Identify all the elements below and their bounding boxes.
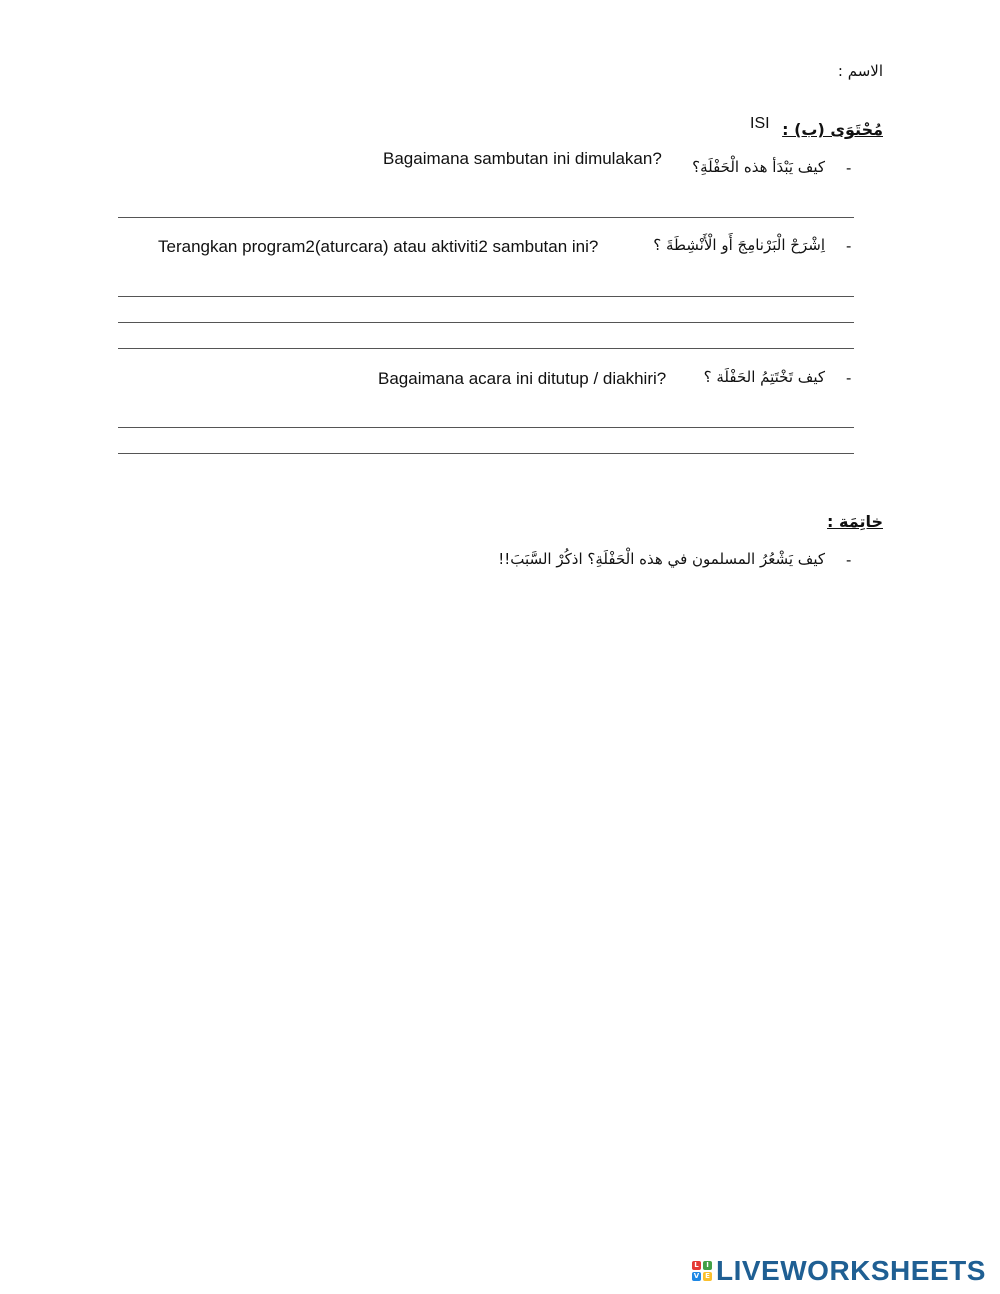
content-heading: مُحْتَوَى (ب) : bbox=[782, 120, 883, 139]
question-2-arabic: اِشْرَحْ الْبَرْنامِجَ أَو الْأَنْشِطَةَ ؟ bbox=[653, 236, 825, 254]
answer-3-line-2-input[interactable] bbox=[118, 430, 854, 452]
answer-line bbox=[118, 453, 854, 454]
answer-2-line-2-input[interactable] bbox=[118, 299, 854, 321]
name-label: الاسم : bbox=[837, 62, 883, 80]
conclusion-heading: خاتِمَة : bbox=[827, 512, 883, 531]
question-1-arabic: كيف يَبْدَأ هذه الْحَفْلَةِ؟ bbox=[692, 158, 825, 176]
question-2-malay: Terangkan program2(aturcara) atau aktiviti2 sambutan ini? bbox=[158, 237, 599, 256]
answer-line bbox=[118, 348, 854, 349]
answer-1-line-1-input[interactable] bbox=[118, 194, 854, 216]
question-3-arabic: كيف تَخْتَتِمُ الحَفْلَة ؟ bbox=[703, 368, 825, 386]
answer-line bbox=[118, 296, 854, 297]
answer-2-line-3-input[interactable] bbox=[118, 325, 854, 347]
question-1-malay: Bagaimana sambutan ini dimulakan? bbox=[383, 149, 662, 168]
answer-3-line-1-input[interactable] bbox=[118, 404, 854, 426]
logo-text: LIVEWORKSHEETS bbox=[716, 1255, 986, 1286]
bullet: - bbox=[846, 160, 852, 177]
bullet: - bbox=[846, 370, 852, 387]
question-3-malay: Bagaimana acara ini ditutup / diakhiri? bbox=[378, 369, 667, 388]
liveworksheets-logo bbox=[692, 1255, 986, 1287]
answer-line bbox=[118, 217, 854, 218]
conclusion-question-1-arabic: كيف يَشْعُرُ المسلمون في هذه الْحَفْلَةِ؟ اذكُرْ السَّبَبَ!! bbox=[498, 550, 825, 568]
answer-line bbox=[118, 322, 854, 323]
answer-2-line-1-input[interactable] bbox=[118, 273, 854, 295]
bullet: - bbox=[846, 552, 852, 569]
content-heading-translation: ISI bbox=[750, 115, 770, 132]
bullet: - bbox=[846, 238, 852, 255]
answer-line bbox=[118, 427, 854, 428]
logo-mark-icon: L I V E bbox=[692, 1261, 712, 1281]
